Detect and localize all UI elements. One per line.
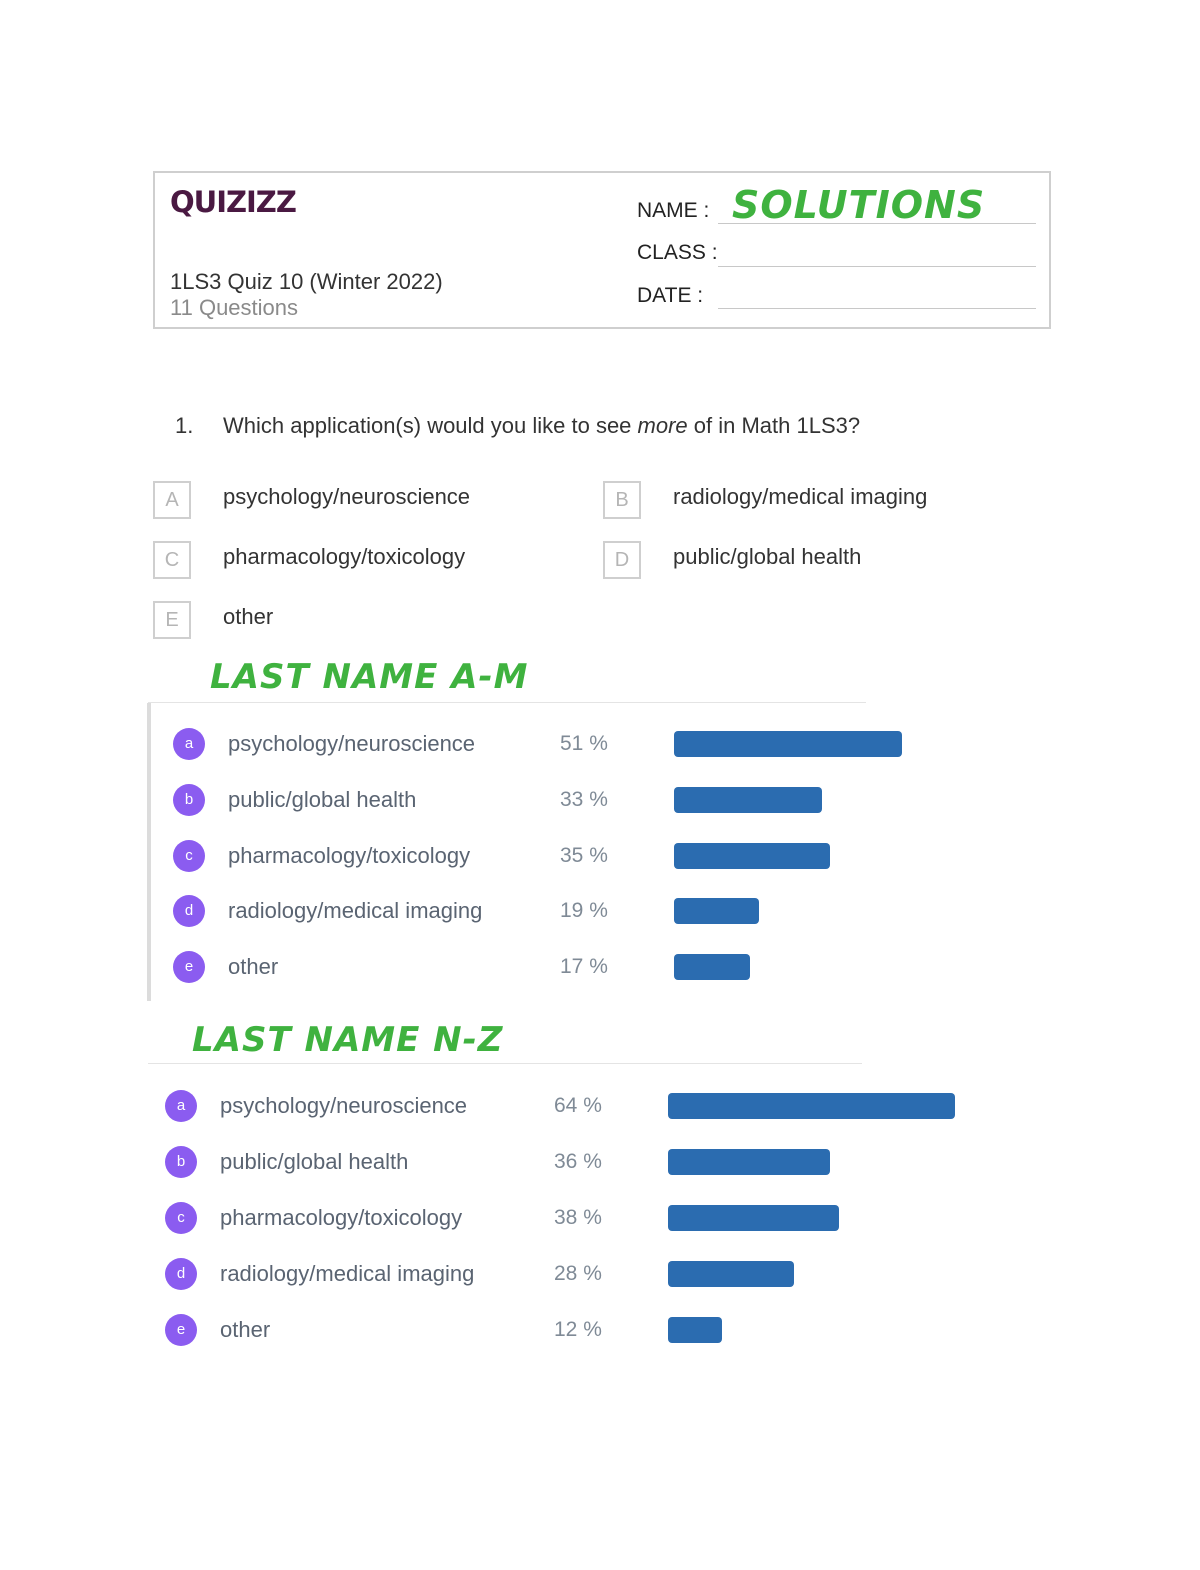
group-divider: [148, 1063, 862, 1064]
group-heading-a-m: LAST NAME A-M: [210, 657, 529, 697]
result-percent: 17 %: [560, 955, 608, 979]
result-label: psychology/neuroscience: [228, 731, 476, 756]
option-b-box[interactable]: B: [603, 481, 641, 519]
result-bar: [674, 843, 830, 869]
result-percent: 12 %: [554, 1318, 602, 1341]
option-c-box[interactable]: C: [153, 541, 191, 579]
option-badge: b: [165, 1146, 197, 1178]
option-d-text: public/global health: [673, 544, 862, 569]
option-e-box[interactable]: E: [153, 601, 191, 639]
result-percent: 35 %: [560, 843, 608, 867]
question-count: 11 Questions: [170, 295, 299, 320]
result-percent: 28 %: [554, 1262, 602, 1285]
group-side-bar: [147, 703, 151, 1001]
option-badge: d: [173, 895, 205, 927]
result-label: psychology/neuroscience: [220, 1093, 468, 1118]
option-badge: e: [165, 1314, 197, 1346]
result-label: public/global health: [228, 786, 417, 812]
quiz-title: 1LS3 Quiz 10 (Winter 2022): [170, 269, 443, 294]
result-label: radiology/medical imaging: [228, 898, 483, 924]
option-a-box[interactable]: A: [153, 481, 191, 519]
class-label: CLASS :: [637, 241, 718, 264]
result-percent: 33 %: [560, 787, 608, 811]
option-d-box[interactable]: D: [603, 541, 641, 579]
date-line: [718, 308, 1036, 309]
result-label: public/global health: [220, 1149, 409, 1174]
result-bar: [674, 898, 759, 924]
group-heading-n-z: LAST NAME N-Z: [192, 1020, 504, 1060]
result-bar: [674, 787, 822, 813]
option-b-text: radiology/medical imaging: [673, 484, 928, 509]
option-e-text: other: [223, 604, 274, 629]
result-bar: [668, 1261, 794, 1287]
result-bar: [668, 1093, 955, 1119]
option-a-text: psychology/neuroscience: [223, 484, 471, 509]
option-badge: a: [165, 1090, 197, 1122]
option-badge: c: [165, 1202, 197, 1234]
option-badge: a: [173, 728, 205, 760]
class-line: [718, 266, 1036, 267]
question-text-start: Which application(s) would you like to see: [223, 413, 638, 438]
group-divider: [148, 702, 866, 703]
name-handwritten: SOLUTIONS: [732, 183, 986, 227]
result-label: other: [220, 1317, 271, 1342]
option-badge: d: [165, 1258, 197, 1290]
result-label: radiology/medical imaging: [220, 1261, 475, 1286]
result-percent: 19 %: [560, 899, 608, 923]
date-label: DATE :: [637, 284, 704, 307]
result-bar: [668, 1205, 839, 1231]
quiz-header: [153, 171, 1051, 329]
result-label: pharmacology/toxicology: [220, 1205, 463, 1230]
name-label: NAME :: [637, 199, 710, 222]
result-percent: 64 %: [554, 1094, 602, 1117]
result-bar: [668, 1317, 722, 1343]
question-number: 1.: [175, 413, 194, 438]
option-badge: b: [173, 784, 205, 816]
result-label: other: [228, 954, 279, 980]
question-text: [175, 413, 860, 439]
quizizz-logo: QUIZIZZ: [170, 185, 296, 219]
result-bar: [674, 954, 750, 980]
question-text-end: of in Math 1LS3?: [687, 413, 861, 438]
result-bar: [668, 1149, 830, 1175]
option-c-text: pharmacology/toxicology: [223, 544, 466, 569]
result-percent: 51 %: [560, 732, 608, 755]
question-text-emphasis: more: [637, 413, 688, 438]
result-percent: 36 %: [554, 1150, 602, 1173]
result-bar: [674, 731, 902, 757]
result-percent: 38 %: [554, 1206, 602, 1229]
result-label: pharmacology/toxicology: [228, 842, 471, 868]
option-badge: e: [173, 951, 205, 983]
option-badge: c: [173, 840, 205, 872]
